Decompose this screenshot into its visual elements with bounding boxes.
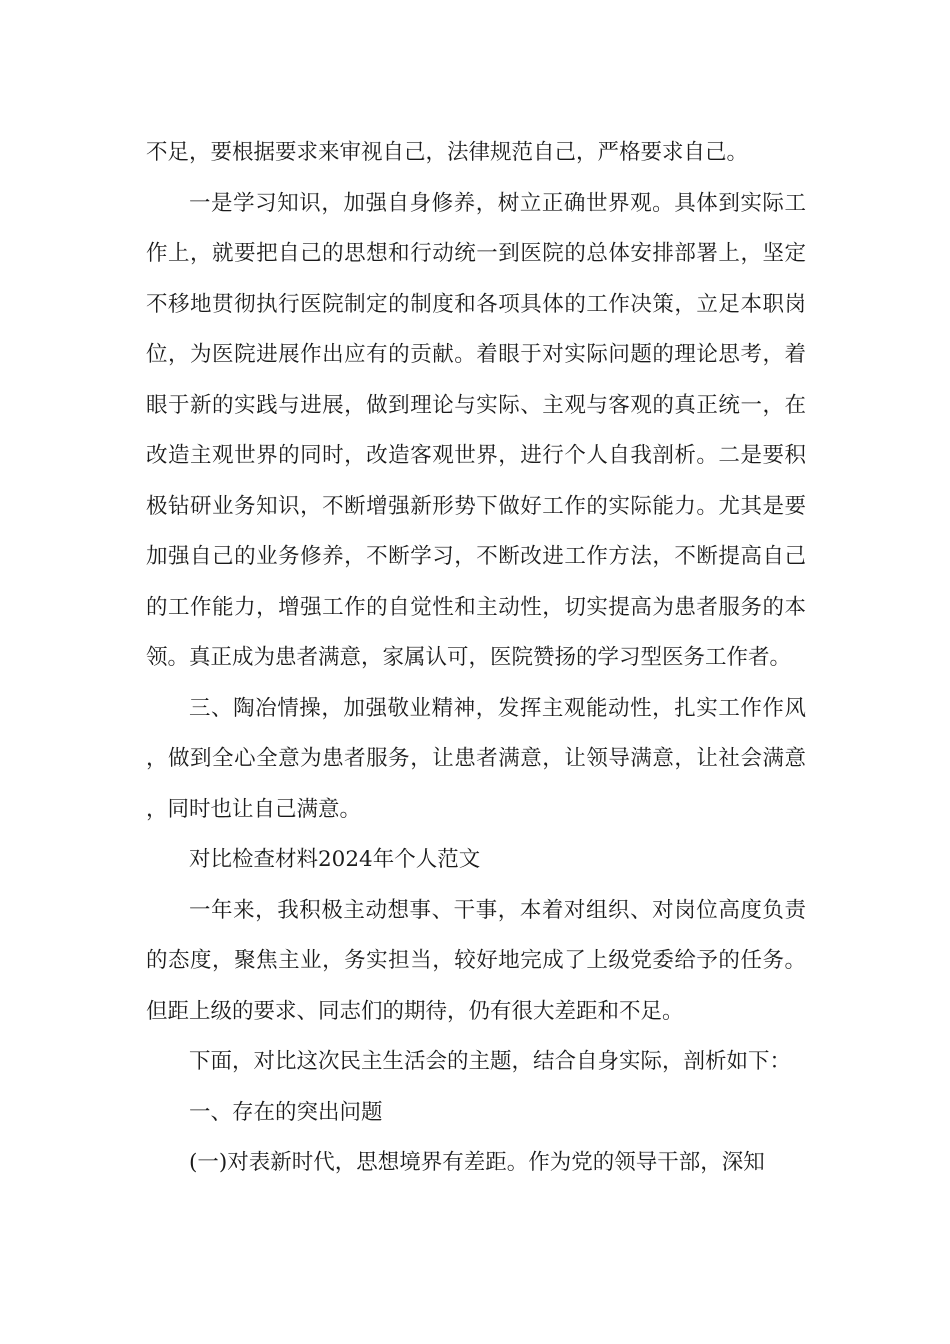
paragraph-issue-one: (一)对表新时代，思想境界有差距。作为党的领导干部，深知 — [189, 1150, 765, 1175]
heading-prominent-issues: 一、存在的突出问题 — [189, 1099, 383, 1125]
document-body — [146, 128, 806, 1189]
section-title: 对比检查材料2024年个人范文 — [189, 847, 481, 872]
paragraph-yearly-summary: 一年来，我积极主动想事、干事，本着对组织、对岗位高度负责的态度，聚焦主业，务实担当，较好地完成了上级党委给予的任务。但距上级的要求、同志们的期待，仍有很大差距和不足。 — [146, 897, 806, 1024]
paragraph-cultivate-sentiment: 三、陶冶情操，加强敬业精神，发挥主观能动性，扎实工作作风，做到全心全意为患者服务，让患者满意，让领导满意，让社会满意，同时也让自己满意。 — [146, 695, 806, 822]
paragraph-analysis-intro: 下面，对比这次民主生活会的主题，结合自身实际，剖析如下： — [189, 1049, 792, 1074]
paragraph-study-knowledge: 一是学习知识，加强自身修养，树立正确世界观。具体到实际工作上，就要把自己的思想和行动统一到医院的总体安排部署上，坚定不移地贯彻执行医院制定的制度和各项具体的工作决策，立足本职岗位，为医院进展作出应有的贡献。着眼于对实际问题的理论思考，着眼于新的实践与进展，做到理论与实际、主观与客观的真正统一，在改造主观世界的同时，改造客观世界，进行个人自我剖析。二是要积极钻研业务知识，不断增强新形势下做好工作的实际能力。尤其是要加强自己的业务修养，不断学习，不断改进工作方法，不断提高自己的工作能力，增强工作的自觉性和主动性，切实提高为患者服务的本领。真正成为患者满意，家属认可，医院赞扬的学习型医务工作者。 — [146, 190, 806, 670]
paragraph-continuation: 不足，要根据要求来审视自己，法律规范自己，严格要求自己。 — [146, 140, 749, 165]
